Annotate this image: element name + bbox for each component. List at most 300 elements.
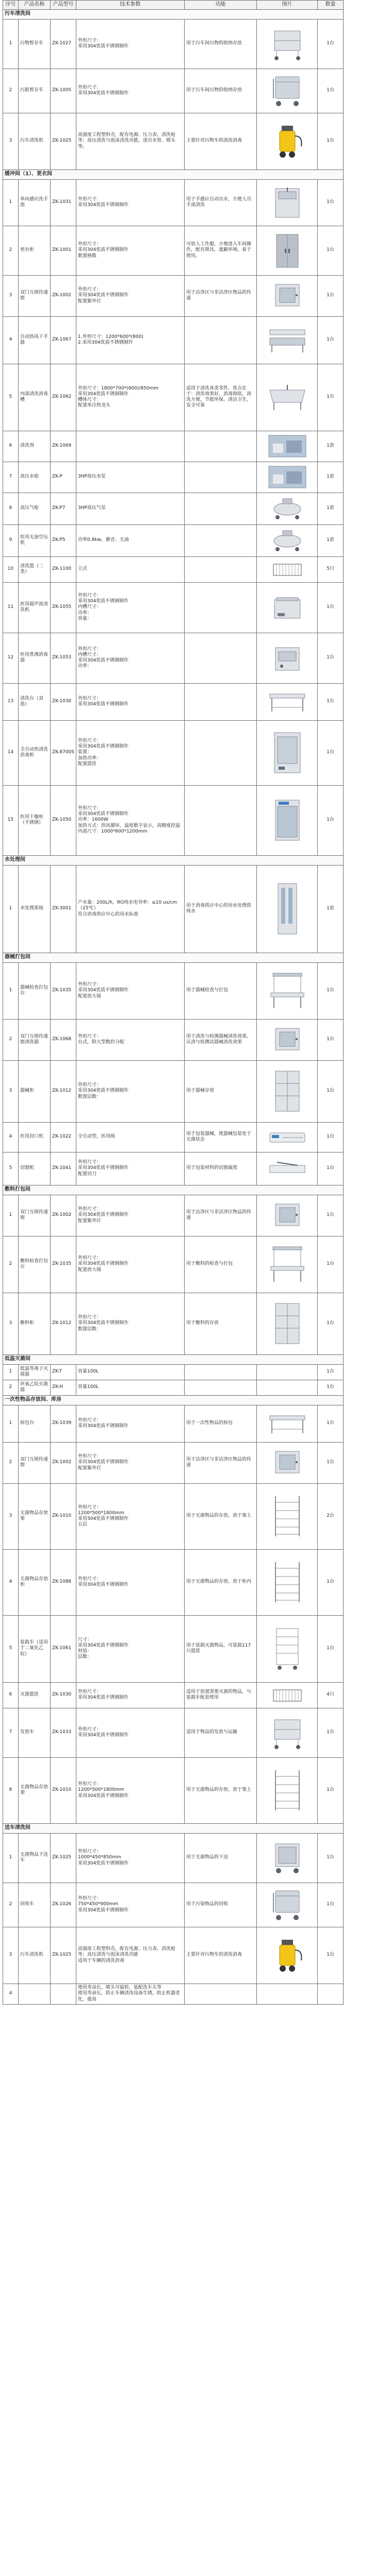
cell-name: 器械检查打包台 — [19, 962, 51, 1019]
cell-no: 7 — [3, 1708, 19, 1757]
param-line: 采用304优质不锈钢制作 — [78, 91, 129, 96]
param-line: 高强度工程塑料壳，配有电源、压力表、清洗枪等；高压清洗与泡沫清洗功能，进出水管、喷头等。 — [78, 132, 176, 149]
param-line: 3HP高压气泵 — [78, 505, 106, 511]
cell-name: 切割机 — [19, 1152, 51, 1185]
cell-function: 用于装载灭菌物品，可装载117只篮筐 — [185, 1615, 257, 1682]
param-line: 采用304优质不锈钢制作 — [78, 1642, 129, 1648]
equipment-picture — [258, 1685, 316, 1705]
cell-qty: 1套 — [318, 431, 344, 462]
param-line: 产水量：200L/h，RO纯水电导率：≤10 us/cm（25℃） — [78, 900, 177, 911]
equipment-picture — [258, 1158, 316, 1179]
param-line: 1200*500*1800mm — [78, 1510, 124, 1516]
equipment-picture — [258, 433, 316, 459]
param-line: 采用304优质不锈钢制作 — [78, 658, 129, 663]
cell-model: ZK-1061 — [51, 1615, 76, 1682]
equipment-picture — [258, 730, 316, 776]
cell-qty: 2台 — [318, 1483, 344, 1549]
param-line: 配置单冷热龙头 — [78, 403, 111, 409]
table-row — [3, 1364, 344, 1380]
param-line: 采用304优质不锈钢制作 — [78, 202, 129, 208]
cell-function: 用于器械检查与打包 — [185, 962, 257, 1019]
cell-params — [76, 720, 185, 785]
param-line: 采用304优质不锈钢制作 — [78, 1695, 129, 1700]
table-row — [3, 19, 344, 69]
equipment-picture — [258, 73, 316, 109]
equipment-picture — [258, 464, 316, 490]
table-row — [3, 1549, 344, 1615]
cell-name: 全自动热清洗消毒机 — [19, 720, 51, 785]
cell-picture — [257, 1708, 318, 1757]
cell-no: 1 — [3, 962, 19, 1019]
param-line: 外形尺寸： — [78, 38, 102, 43]
cell-picture — [257, 865, 318, 953]
cell-picture — [257, 113, 318, 170]
equipment-picture — [258, 325, 316, 355]
cell-no: 2 — [3, 1380, 19, 1395]
cell-qty: 4只 — [318, 1682, 344, 1708]
cell-model: ZK-3001 — [51, 865, 76, 953]
cell-qty: 1台 — [318, 720, 344, 785]
header-model: 产品型号 — [51, 1, 76, 10]
cell-model: ZK-1012 — [51, 1293, 76, 1354]
cell-model: ZK-1053 — [51, 633, 76, 683]
cell-no: 3 — [3, 1927, 19, 1984]
param-line: 采用304优质不锈钢制作 — [78, 1423, 129, 1429]
param-line: 采用304优质不锈钢制作 — [78, 1733, 129, 1738]
cell-function: 用于洁净区与非洁净区物品的传递 — [185, 275, 257, 316]
table-row — [3, 1442, 344, 1483]
section-row — [3, 855, 344, 865]
param-line: 材质： — [78, 1649, 92, 1654]
param-line: 配置紫外灯 — [78, 298, 102, 304]
cell-model: ZK-1002 — [51, 1442, 76, 1483]
cell-name: 装载车（适用于二氧化乙烷） — [19, 1615, 51, 1682]
cell-params — [76, 1708, 185, 1757]
cell-function: 用于清洗与检测器械清洗效果，认清与检测试器械清洗效果 — [185, 1019, 257, 1060]
table-row — [3, 1019, 344, 1060]
equipment-picture — [258, 1411, 316, 1436]
cell-params — [76, 19, 185, 69]
equipment-picture — [258, 559, 316, 580]
cell-no: 14 — [3, 720, 19, 785]
cell-model: ZK-1068 — [51, 1019, 76, 1060]
cell-picture — [257, 1152, 318, 1185]
cell-qty: 1台 — [318, 1883, 344, 1927]
cell-name: 医用封口机 — [19, 1122, 51, 1152]
param-line: 层数： — [78, 1654, 92, 1660]
cell-no: 1 — [3, 1833, 19, 1883]
cell-no: 3 — [3, 275, 19, 316]
cell-params — [76, 582, 185, 633]
param-line: 配置切刀 — [78, 1171, 97, 1177]
cell-name: 高压气枪 — [19, 493, 51, 524]
cell-function — [185, 785, 257, 855]
equipment-picture — [258, 1493, 316, 1539]
cell-name: 污物暂存车 — [19, 19, 51, 69]
section-row — [3, 1823, 344, 1833]
cell-picture — [257, 962, 318, 1019]
cell-function: 适用于物品的发放与运输 — [185, 1708, 257, 1757]
cell-picture — [257, 1615, 318, 1682]
param-line: 采用304优质不锈钢制作 — [78, 1793, 129, 1799]
table-row — [3, 1152, 344, 1185]
param-line: 采用304优质不锈钢制作 — [78, 599, 129, 604]
cell-name: 污脏暂存车 — [19, 69, 51, 113]
cell-no: 8 — [3, 493, 19, 524]
cell-model: ZK-1002 — [51, 1195, 76, 1236]
cell-qty: 1台 — [318, 316, 344, 364]
cell-qty: 1台 — [318, 364, 344, 431]
cell-no: 2 — [3, 226, 19, 275]
param-line: 使用寿命长，防止车辆清洗设备生锈，防止机器老化，提高 — [78, 1991, 181, 2002]
param-line: 采用304优质不锈钢制作 — [78, 702, 129, 707]
cell-model: ZK-8700S — [51, 720, 76, 785]
cell-no: 2 — [3, 1019, 19, 1060]
cell-no: 4 — [3, 316, 19, 364]
cell-model: ZK-1055 — [51, 582, 76, 633]
cell-picture — [257, 1483, 318, 1549]
table-row — [3, 1195, 344, 1236]
table-row — [3, 431, 344, 462]
section-label: 水处理间 — [3, 855, 344, 865]
cell-function — [185, 493, 257, 524]
param-line: 外形尺寸： — [78, 1689, 102, 1694]
cell-no: 4 — [3, 1984, 19, 2004]
cell-no: 3 — [3, 113, 19, 170]
equipment-picture — [258, 382, 316, 413]
cell-params — [76, 524, 185, 556]
param-line: 外形尺寸： — [78, 982, 102, 988]
cell-params — [76, 462, 185, 493]
param-line: 采用304优质不锈钢制作 — [78, 391, 129, 397]
header-no: 序号 — [3, 1, 19, 10]
cell-function — [185, 633, 257, 683]
cell-model: ZK-1035 — [51, 962, 76, 1019]
cell-picture — [257, 1364, 318, 1380]
cell-name: 医用无油空压机 — [19, 524, 51, 556]
equipment-picture — [258, 1447, 316, 1478]
equipment-picture — [258, 1625, 316, 1672]
cell-params — [76, 962, 185, 1019]
equipment-picture — [258, 970, 316, 1011]
cell-model: ZK-1010 — [51, 1483, 76, 1549]
cell-params — [76, 1682, 185, 1708]
cell-qty: 1台 — [318, 1122, 344, 1152]
param-line: 槽体尺寸： — [78, 397, 102, 402]
equipment-picture — [258, 496, 316, 521]
cell-params — [76, 1019, 185, 1060]
param-line: 采用304优质不锈钢制作 — [78, 1907, 129, 1913]
param-line: 外形尺寸： — [78, 1576, 102, 1582]
param-line: 功率： — [78, 610, 92, 616]
cell-qty: 1台 — [318, 633, 344, 683]
table-row — [3, 113, 344, 170]
param-line: 加热功率： — [78, 755, 102, 761]
cell-name: 医用干燥柜（不锈钢） — [19, 785, 51, 855]
cell-function: 用于器械存放 — [185, 1060, 257, 1122]
param-line: 外形尺寸： — [78, 1454, 102, 1460]
cell-name: 单向感应洗手池 — [19, 179, 51, 226]
cell-function — [185, 556, 257, 582]
param-line: 数置格数 — [78, 253, 97, 259]
cell-qty: 1台 — [318, 179, 344, 226]
cell-params — [76, 1984, 185, 2004]
table-row — [3, 275, 344, 316]
cell-no: 2 — [3, 1442, 19, 1483]
cell-name: 双门互锁传递窗清洗器 — [19, 1019, 51, 1060]
section-row — [3, 9, 344, 19]
cell-no: 1 — [3, 19, 19, 69]
cell-qty: 1套 — [318, 865, 344, 953]
cell-name: 无菌物品存放架 — [19, 1757, 51, 1823]
equipment-picture — [258, 1244, 316, 1285]
param-line: 外形尺寸： — [78, 1896, 102, 1902]
cell-picture — [257, 1549, 318, 1615]
param-line: 立式 — [78, 566, 88, 572]
cell-name: 双门互锁传递窗 — [19, 1442, 51, 1483]
cell-name: 内部清洗消毒槽 — [19, 364, 51, 431]
cell-model: ZK-1033 — [51, 1708, 76, 1757]
param-line: 全自动型，医用级 — [78, 1134, 116, 1140]
equipment-table — [3, 0, 344, 2005]
cell-params — [76, 1757, 185, 1823]
table-row — [3, 493, 344, 524]
cell-name: 灭菌篮筐 — [19, 1682, 51, 1708]
param-line: 采用304优质不锈钢制作 — [78, 1212, 129, 1218]
cell-params — [76, 865, 185, 953]
cell-params — [76, 1405, 185, 1442]
cell-qty: 1台 — [318, 785, 344, 855]
param-line: 外形尺寸： — [78, 805, 102, 811]
cell-no: 13 — [3, 683, 19, 720]
cell-qty: 1台 — [318, 275, 344, 316]
cell-params — [76, 1549, 185, 1615]
cell-model: ZK-1100 — [51, 556, 76, 582]
cell-params — [76, 1833, 185, 1883]
cell-qty: 1套 — [318, 462, 344, 493]
cell-no: 3 — [3, 1293, 19, 1354]
cell-function — [185, 582, 257, 633]
cell-model: ZK-T — [51, 1364, 76, 1380]
table-row — [3, 1927, 344, 1984]
equipment-picture — [258, 1068, 316, 1114]
cell-params — [76, 1380, 185, 1395]
param-line: 内部尺寸：1000*600*1200mm — [78, 828, 148, 834]
param-line: 外形尺寸： — [78, 1782, 102, 1787]
cell-qty: 1台 — [318, 1364, 344, 1380]
table-row — [3, 1833, 344, 1883]
equipment-picture — [258, 184, 316, 221]
cell-picture — [257, 683, 318, 720]
cell-qty: 1台 — [318, 19, 344, 69]
cell-no: 2 — [3, 1236, 19, 1293]
cell-no: 4 — [3, 1122, 19, 1152]
table-row — [3, 462, 344, 493]
equipment-picture — [258, 594, 316, 622]
cell-params — [76, 1483, 185, 1549]
cell-function: 用于包装器械，使器械包装处于无菌状态 — [185, 1122, 257, 1152]
param-line: 外形尺寸： — [78, 84, 102, 90]
cell-qty: 5只 — [318, 556, 344, 582]
param-line: 功率0.8kw，静音、无油 — [78, 537, 129, 543]
cell-name: 无菌物品存放柜 — [19, 1549, 51, 1615]
table-row — [3, 556, 344, 582]
param-line: 1.外形尺寸：1200*600*(800) — [78, 334, 143, 340]
cell-params — [76, 1293, 185, 1354]
table-row — [3, 1984, 344, 2004]
cell-no: 12 — [3, 633, 19, 683]
table-row — [3, 1708, 344, 1757]
param-line: 配置紫外灯 — [78, 1465, 102, 1471]
section-row — [3, 1395, 344, 1405]
equipment-picture — [258, 528, 316, 553]
cell-params — [76, 1152, 185, 1185]
cell-function: 用于无菌物品的存放，放于架上 — [185, 1483, 257, 1549]
cell-params — [76, 633, 185, 683]
cell-qty: 1台 — [318, 1380, 344, 1395]
cell-params — [76, 1060, 185, 1122]
cell-params — [76, 1122, 185, 1152]
cell-function: 主要针对污物车的清洗消毒 — [185, 113, 257, 170]
section-label: 污车清洗间 — [3, 9, 344, 19]
equipment-picture — [258, 1767, 316, 1814]
cell-function: 用于无菌物品的存放，放于架上 — [185, 1757, 257, 1823]
cell-no: 11 — [3, 582, 19, 633]
cell-params — [76, 431, 185, 462]
table-row — [3, 524, 344, 556]
param-line: 功率： — [78, 664, 92, 669]
param-line: 外形尺寸： — [78, 242, 102, 247]
cell-no: 2 — [3, 1883, 19, 1927]
equipment-picture — [258, 1559, 316, 1605]
cell-qty: 1台 — [318, 1757, 344, 1823]
cell-function: 用于一次性物品的拆包 — [185, 1405, 257, 1442]
cell-picture — [257, 1757, 318, 1823]
cell-qty: 1台 — [318, 69, 344, 113]
cell-model: ZK-1086 — [51, 1549, 76, 1615]
cell-model: ZK-1069 — [51, 431, 76, 462]
cell-params — [76, 493, 185, 524]
cell-model: ZK-1041 — [51, 1152, 76, 1185]
table-row — [3, 1483, 344, 1549]
table-row — [3, 1293, 344, 1354]
cell-qty: 1台 — [318, 1927, 344, 1984]
table-row — [3, 1380, 344, 1395]
section-label: 器械打包间 — [3, 953, 344, 962]
table-row — [3, 1405, 344, 1442]
cell-picture — [257, 1122, 318, 1152]
cell-picture — [257, 1833, 318, 1883]
param-line: 1000*450*850mm — [78, 1855, 121, 1860]
equipment-picture — [258, 689, 316, 715]
cell-picture — [257, 1380, 318, 1395]
cell-picture — [257, 1883, 318, 1927]
section-label: 送车清洗间 — [3, 1823, 344, 1833]
cell-function — [185, 524, 257, 556]
param-line: 使用寿命长，喷头可旋转，装配洗车头等 — [78, 1985, 162, 1991]
cell-model: ZK-1005 — [51, 69, 76, 113]
param-line: 外形尺寸： — [78, 696, 102, 701]
cell-model: ZK-1030 — [51, 683, 76, 720]
cell-params — [76, 1236, 185, 1293]
cell-qty: 1台 — [318, 1405, 344, 1442]
cell-name: 发放车 — [19, 1708, 51, 1757]
param-line: 适用于车辆的清洗消毒 — [78, 1958, 125, 1963]
header-function: 功能 — [185, 1, 257, 10]
cell-qty: 1台 — [318, 1549, 344, 1615]
cell-qty: 1台 — [318, 1708, 344, 1757]
cell-model: ZK-1010 — [51, 1757, 76, 1823]
cell-name: 水处理系统 — [19, 865, 51, 953]
cell-name: 清洗台（双池） — [19, 683, 51, 720]
table-row — [3, 720, 344, 785]
param-line: 采用304优质不锈钢制作 — [78, 1460, 129, 1465]
table-row — [3, 1615, 344, 1682]
cell-name: 器械柜 — [19, 1060, 51, 1122]
cell-qty — [318, 1984, 344, 2004]
cell-params — [76, 1442, 185, 1483]
cell-no: 4 — [3, 1549, 19, 1615]
cell-function: 用于敷料的存放 — [185, 1293, 257, 1354]
cell-no: 9 — [3, 524, 19, 556]
cell-picture — [257, 1984, 318, 2004]
equipment-picture — [258, 280, 316, 311]
param-line: 内槽尺寸： — [78, 604, 102, 610]
equipment-picture — [258, 1300, 316, 1347]
cell-function: 主要针对污物车的清洗消毒 — [185, 1927, 257, 1984]
cell-model: ZK-1026 — [51, 1883, 76, 1927]
param-line: 装置： — [78, 750, 92, 755]
param-line: 采用304优质不锈钢制作 — [78, 247, 129, 253]
cell-function: 用于包装材料的切割裁剪 — [185, 1152, 257, 1185]
cell-qty: 1台 — [318, 1195, 344, 1236]
cell-model: ZK-1025 — [51, 113, 76, 170]
param-line: 外形尺寸： — [78, 1160, 102, 1165]
param-line: 外形尺寸： — [78, 1256, 102, 1261]
equipment-picture — [258, 1200, 316, 1231]
equipment-picture — [258, 1935, 316, 1976]
equipment-picture — [258, 1840, 316, 1876]
cell-params — [76, 1615, 185, 1682]
cell-function — [185, 431, 257, 462]
section-label: 一次性物品存放间、库房 — [3, 1395, 344, 1405]
cell-name: 更衣柜 — [19, 226, 51, 275]
cell-picture — [257, 1019, 318, 1060]
cell-picture — [257, 1442, 318, 1483]
cell-no: 8 — [3, 1757, 19, 1823]
cell-picture — [257, 1682, 318, 1708]
param-line: 采用304优质不锈钢制作 — [78, 988, 129, 993]
cell-model: ZK-1001 — [51, 226, 76, 275]
header-name: 产品名称 — [19, 1, 51, 10]
cell-name: 环氧乙烷灭菌器 — [19, 1380, 51, 1395]
cell-model — [51, 1984, 76, 2004]
cell-model: ZK-1012 — [51, 1060, 76, 1122]
cell-function — [185, 1364, 257, 1380]
table-row — [3, 226, 344, 275]
cell-name — [19, 1984, 51, 2004]
table-header-row — [3, 1, 344, 10]
cell-qty: 1台 — [318, 1615, 344, 1682]
table-row — [3, 865, 344, 953]
cell-params — [76, 785, 185, 855]
section-label: 缓冲间（1）、更衣间 — [3, 170, 344, 179]
param-line: 外形尺寸： — [78, 196, 102, 202]
table-row — [3, 69, 344, 113]
cell-params — [76, 1195, 185, 1236]
cell-picture — [257, 633, 318, 683]
cell-function: 用于敷料的检查与打包 — [185, 1236, 257, 1293]
